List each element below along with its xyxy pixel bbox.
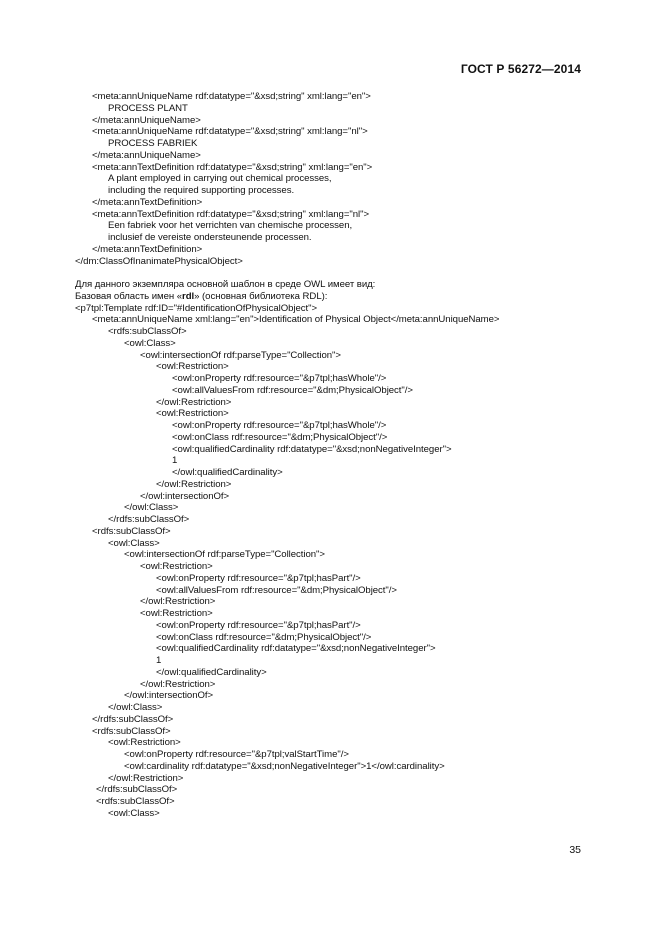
code-line: <owl:onProperty rdf:resource="&p7tpl;hasPart"/>	[156, 619, 361, 631]
code-line: </owl:Restriction>	[108, 772, 184, 784]
code-line: <owl:allValuesFrom rdf:resource="&dm;PhysicalObject"/>	[172, 384, 413, 396]
code-line: <meta:annUniqueName rdf:datatype="&xsd;string" xml:lang="nl">	[92, 126, 368, 138]
code-line: </owl:intersectionOf>	[124, 690, 214, 702]
document-body	[0, 91, 661, 820]
code-line: PROCESS FABRIEK	[108, 138, 198, 149]
code-line: </rdfs:subClassOf>	[92, 713, 174, 725]
code-line: <owl:onClass rdf:resource="&dm;PhysicalObject"/>	[172, 431, 388, 443]
code-line: </rdfs:subClassOf>	[108, 514, 190, 525]
code-line: Een fabriek voor het verrichten van chemische processen,	[108, 220, 353, 232]
code-line: including the required supporting processes.	[108, 185, 295, 196]
code-line: <owl:onProperty rdf:resource="&p7tpl;valStartTime"/>	[124, 749, 349, 760]
code-line: </meta:annTextDefinition>	[92, 196, 203, 208]
code-line: <owl:onProperty rdf:resource="&p7tpl;hasWhole"/>	[172, 373, 387, 384]
code-line: <owl:Class>	[124, 337, 176, 349]
code-line: </meta:annTextDefinition>	[92, 243, 203, 255]
code-line: </owl:intersectionOf>	[140, 490, 230, 502]
code-line: <meta:annTextDefinition rdf:datatype="&xsd;string" xml:lang="en">	[92, 161, 373, 173]
code-line: <owl:qualifiedCardinality rdf:datatype="&xsd;nonNegativeInteger">	[156, 643, 436, 655]
code-line: PROCESS PLANT	[108, 102, 188, 114]
code-line: </rdfs:subClassOf>	[96, 784, 178, 796]
code-line: </owl:Restriction>	[156, 478, 232, 490]
code-line: <owl:Restriction>	[156, 361, 229, 373]
code-line: </owl:qualifiedCardinality>	[156, 666, 267, 678]
intro-line-2	[75, 291, 661, 303]
code-line: <rdfs:subClassOf>	[96, 796, 175, 807]
intro-suffix: » (основная библиотека RDL):	[194, 290, 328, 302]
page-number: 35	[569, 844, 581, 856]
code-line: <p7tpl:Template rdf:ID="#IdentificationOfPhysicalObject">	[75, 302, 318, 314]
code-line: <owl:allValuesFrom rdf:resource="&dm;PhysicalObject"/>	[156, 584, 397, 596]
blank-line	[0, 267, 661, 279]
rdl-bold: rdl	[182, 290, 195, 302]
code-line: <owl:Restriction>	[140, 608, 213, 619]
code-line: 1	[172, 455, 178, 467]
code-line: <owl:onProperty rdf:resource="&p7tpl;hasPart"/>	[156, 572, 361, 584]
code-line: <owl:Class>	[108, 537, 160, 549]
code-line: <rdfs:subClassOf>	[108, 326, 187, 337]
code-line: <owl:intersectionOf rdf:parseType="Collection">	[124, 549, 325, 561]
code-line: <meta:annUniqueName rdf:datatype="&xsd;string" xml:lang="en">	[92, 91, 371, 102]
code-line: A plant employed in carrying out chemical processes,	[108, 173, 332, 185]
code-block-main	[0, 303, 661, 820]
code-line: </meta:annUniqueName>	[92, 149, 201, 161]
code-block-top	[0, 91, 661, 267]
code-line: </meta:annUniqueName>	[92, 114, 201, 126]
code-line: <owl:Restriction>	[156, 408, 229, 420]
standard-id-header: ГОСТ Р 56272—2014	[460, 62, 581, 76]
intro-prefix: Базовая область имен «	[75, 290, 183, 302]
code-line: </owl:qualifiedCardinality>	[172, 467, 283, 478]
code-line: <owl:onProperty rdf:resource="&p7tpl;hasWhole"/>	[172, 420, 387, 431]
code-line: <meta:annUniqueName xml:lang="en">Identification of Physical Object</meta:annUniqueName>	[92, 314, 500, 326]
code-line: </owl:Restriction>	[140, 596, 216, 608]
code-line: </owl:Class>	[124, 502, 179, 514]
code-line: <owl:Restriction>	[140, 561, 213, 572]
code-line: <owl:intersectionOf rdf:parseType="Collection">	[140, 349, 341, 361]
code-line: inclusief de vereiste ondersteunende processen.	[108, 232, 312, 243]
code-line: </owl:Restriction>	[156, 396, 232, 408]
intro-line-1: Для данного экземпляра основной шаблон в среде OWL имеет вид:	[75, 279, 376, 290]
code-line: <owl:qualifiedCardinality rdf:datatype="&xsd;nonNegativeInteger">	[172, 443, 452, 455]
code-line: </dm:ClassOfInanimatePhysicalObject>	[75, 255, 243, 267]
code-line: <owl:cardinality rdf:datatype="&xsd;nonNegativeInteger">1</owl:cardinality>	[124, 760, 445, 772]
code-line: </owl:Class>	[108, 702, 163, 713]
code-line: <rdfs:subClassOf>	[92, 725, 171, 737]
code-line: </owl:Restriction>	[140, 678, 216, 690]
code-line: 1	[156, 655, 162, 666]
code-line: <rdfs:subClassOf>	[92, 525, 171, 537]
code-line: <owl:Class>	[108, 807, 160, 819]
code-line: <owl:onClass rdf:resource="&dm;PhysicalObject"/>	[156, 631, 372, 643]
code-line: <meta:annTextDefinition rdf:datatype="&xsd;string" xml:lang="nl">	[92, 208, 370, 220]
code-line: <owl:Restriction>	[108, 737, 181, 749]
